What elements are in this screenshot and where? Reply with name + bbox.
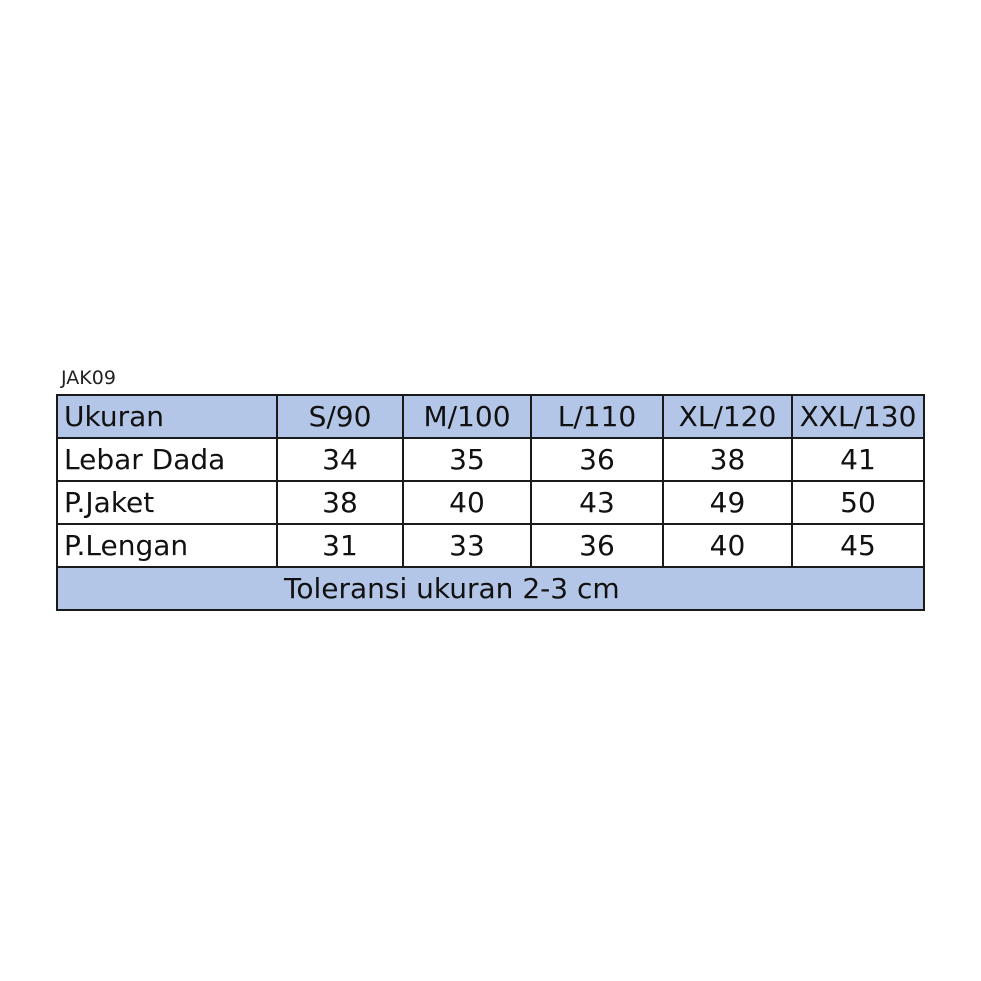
value-cell: 50 [792, 481, 924, 524]
value-cell: 49 [663, 481, 792, 524]
value-cell: 41 [792, 438, 924, 481]
value-cell: 35 [403, 438, 531, 481]
tolerance-note: Toleransi ukuran 2-3 cm [57, 567, 924, 610]
value-cell: 38 [663, 438, 792, 481]
product-code: JAK09 [61, 367, 116, 389]
value-cell: 38 [277, 481, 403, 524]
row-label-cell: P.Lengan [57, 524, 277, 567]
row-label-cell: P.Jaket [57, 481, 277, 524]
header-size-cell: M/100 [403, 395, 531, 438]
value-cell: 40 [663, 524, 792, 567]
table-header-row [57, 395, 924, 438]
row-label-cell: Lebar Dada [57, 438, 277, 481]
table-row [57, 524, 924, 567]
header-size-cell: S/90 [277, 395, 403, 438]
size-chart-table [56, 394, 925, 611]
value-cell: 40 [403, 481, 531, 524]
value-cell: 36 [531, 524, 663, 567]
table-row [57, 481, 924, 524]
header-label-cell: Ukuran [57, 395, 277, 438]
value-cell: 36 [531, 438, 663, 481]
header-size-cell: XXL/130 [792, 395, 924, 438]
table-row [57, 438, 924, 481]
header-size-cell: XL/120 [663, 395, 792, 438]
value-cell: 33 [403, 524, 531, 567]
table-footer-row [57, 567, 924, 610]
value-cell: 45 [792, 524, 924, 567]
header-size-cell: L/110 [531, 395, 663, 438]
value-cell: 31 [277, 524, 403, 567]
value-cell: 34 [277, 438, 403, 481]
value-cell: 43 [531, 481, 663, 524]
